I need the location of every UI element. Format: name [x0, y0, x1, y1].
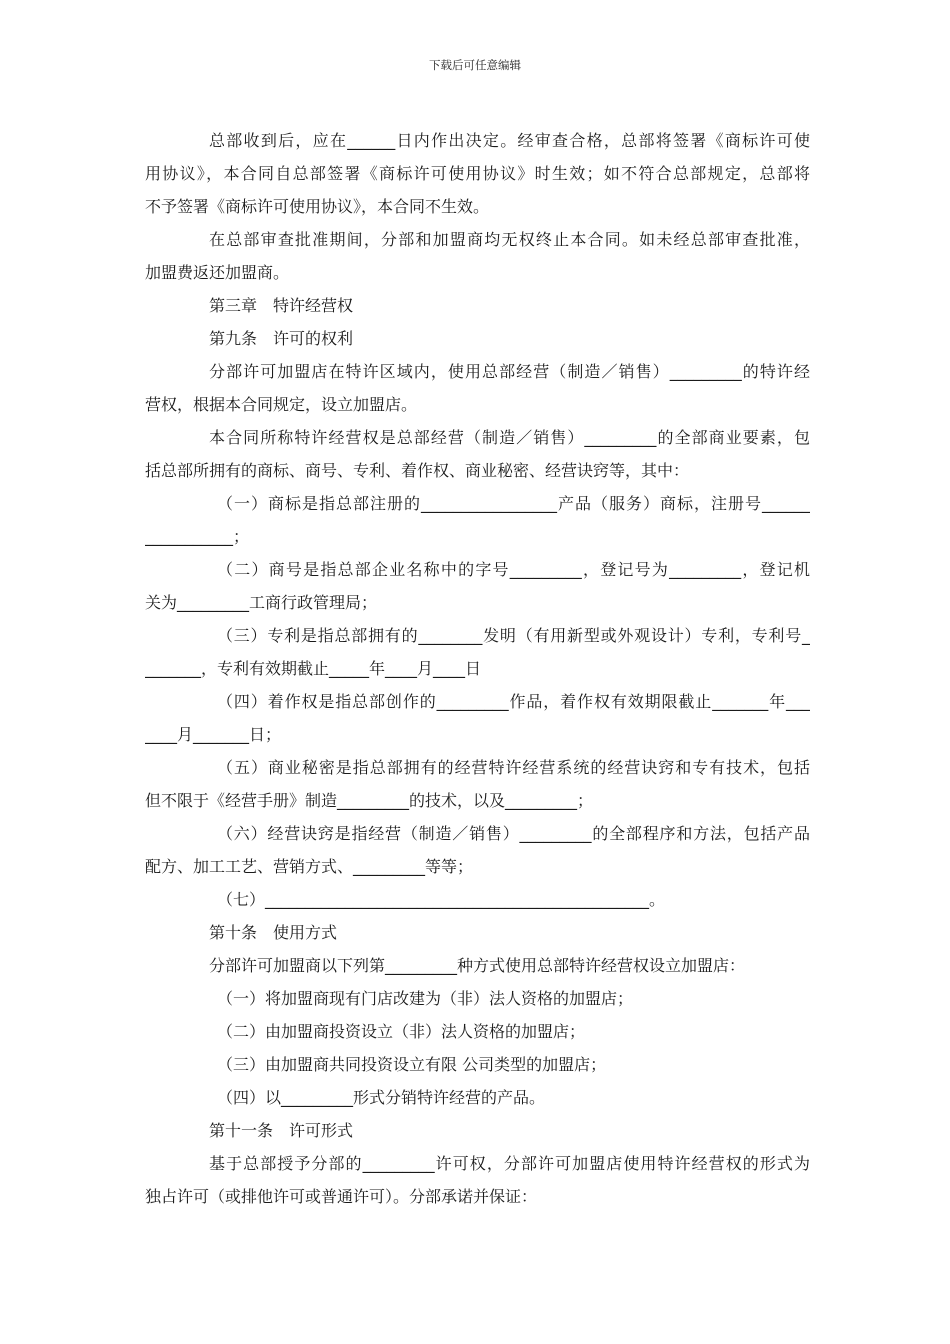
list-item-line: 但不限于《经营手册》制造_________的技术，以及_________； [145, 791, 594, 810]
paragraph-line: 不予签署《商标许可使用协议》，本合同不生效。 [145, 197, 490, 216]
list-item-line: ___________； [145, 527, 250, 546]
paragraph-line: 括总部所拥有的商标、商号、专利、着作权、商业秘密、经营诀窍等，其中： [145, 461, 690, 480]
paragraph-line: 独占许可（或排他许可或普通许可）。分部承诺并保证： [145, 1187, 538, 1206]
list-item-line: （六）经营诀窍是指经营（制造／销售）_________的全部程序和方法，包括产品 [217, 824, 810, 843]
paragraph-line: 本合同所称特许经营权是总部经营（制造／销售）_________的全部商业要素，包 [209, 428, 810, 447]
list-item-line: （四）以_________形式分销特许经营的产品。 [217, 1088, 546, 1107]
list-item-line: （三）由加盟商共同投资设立有限 公司类型的加盟店； [217, 1055, 607, 1074]
list-item-line: 配方、加工工艺、营销方式、_________等等； [145, 857, 474, 876]
list-item-line: （三）专利是指总部拥有的________发明（有用新型或外观设计）专利，专利号_ [217, 626, 810, 645]
list-item-line: （四）着作权是指总部创作的_________作品，着作权有效期限截止_______年___ [217, 692, 810, 711]
document-body [145, 124, 810, 1213]
list-item-line: （一）商标是指总部注册的_________________产品（服务）商标，注册号______ [217, 494, 810, 513]
paragraph-line: 在总部审查批准期间，分部和加盟商均无权终止本合同。如未经总部审查批准， [209, 230, 810, 249]
list-item-line: ____月_______日； [145, 725, 282, 744]
list-item-line: _______，专利有效期截止_____年____月____日 [145, 659, 482, 678]
paragraph-line: 分部许可加盟店在特许区域内，使用总部经营（制造／销售）_________的特许经 [209, 362, 810, 381]
paragraph-line: 用协议》，本合同自总部签署《商标许可使用协议》时生效；如不符合总部规定，总部将 [145, 164, 810, 183]
paragraph-line: 基于总部授予分部的_________许可权，分部许可加盟店使用特许经营权的形式为 [209, 1154, 810, 1173]
paragraph-line: 加盟费返还加盟商。 [145, 263, 290, 282]
list-item-line: （五）商业秘密是指总部拥有的经营特许经营系统的经营诀窍和专有技术，包括 [217, 758, 810, 777]
list-item-line: （七）________________________________________________。 [217, 890, 666, 909]
list-item-line: （二）由加盟商投资设立（非）法人资格的加盟店； [217, 1022, 586, 1041]
article-heading: 第十一条 许可形式 [209, 1121, 354, 1140]
chapter-heading: 第三章 特许经营权 [209, 296, 354, 315]
article-heading: 第九条 许可的权利 [209, 329, 354, 348]
page-header: 下载后可任意编辑 [429, 58, 521, 72]
list-item-line: （一）将加盟商现有门店改建为（非）法人资格的加盟店； [217, 989, 634, 1008]
list-item-line: （二）商号是指总部企业名称中的字号_________，登记号为_________，登记机 [217, 560, 810, 579]
list-item-line: 关为_________工商行政管理局； [145, 593, 378, 612]
paragraph-line: 营权，根据本合同规定，设立加盟店。 [145, 395, 418, 414]
paragraph-line: 分部许可加盟商以下列第_________种方式使用总部特许经营权设立加盟店： [209, 956, 746, 975]
article-heading: 第十条 使用方式 [209, 923, 338, 942]
paragraph-line: 总部收到后，应在______日内作出决定。经审查合格，总部将签署《商标许可使 [209, 131, 810, 150]
